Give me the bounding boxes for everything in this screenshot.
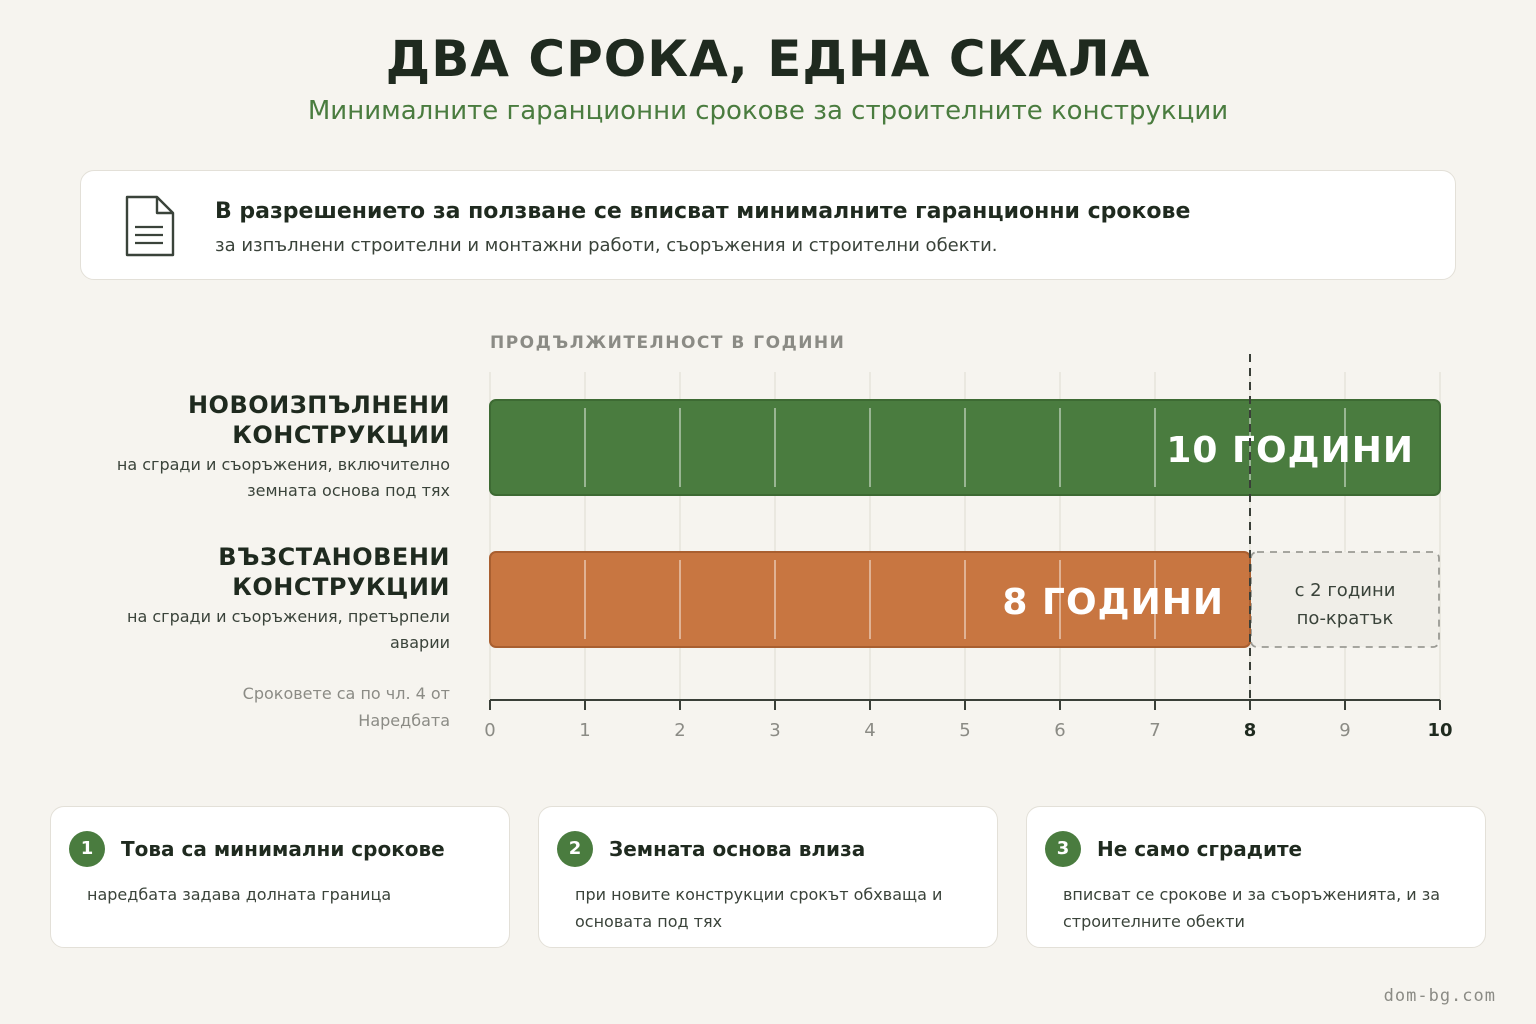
axis-caption: ПРОДЪЛЖИТЕЛНОСТ В ГОДИНИ [490,333,846,353]
x-tick-label: 6 [1054,720,1066,741]
note-text-1: наредбата задава долната граница [87,885,392,904]
note-text-3: вписват се срокове и за съоръженията, и за строителните обекти [1063,885,1441,931]
difference-label-line2: по-кратък [1296,608,1394,629]
x-tick-label: 4 [864,720,876,741]
source-note: Сроковете са по чл. 4 от Наредбата [242,684,450,730]
difference-label-line1: с 2 години [1294,580,1396,601]
note-text-2: при новите конструкции срокът обхваща и основата под тях [575,885,943,931]
note-card-3 [1026,806,1486,948]
x-tick-label: 1 [579,720,591,741]
bar-value-label-restored: 8 ГОДИНИ [1002,582,1224,623]
x-tick-label: 3 [769,720,781,741]
note-number-3: 3 [1045,831,1081,867]
x-tick-label: 8 [1243,720,1257,741]
note-number-2: 2 [557,831,593,867]
row-name-new: НОВОИЗПЪЛНЕНИ КОНСТРУКЦИИ [187,391,450,449]
note-card-2 [538,806,998,948]
page-title: ДВА СРОКА, ЕДНА СКАЛА [385,30,1151,88]
info-text: за изпълнени строителни и монтажни работи, съоръжения и строителни обекти. [215,235,998,256]
bar-value-label-new: 10 ГОДИНИ [1166,430,1414,471]
x-tick-label: 7 [1149,720,1161,741]
note-number-1: 1 [69,831,105,867]
x-tick-label: 0 [484,720,496,741]
row-name-restored: ВЪЗСТАНОВЕНИ КОНСТРУКЦИИ [218,543,450,601]
row-desc-new: на сгради и съоръжения, включително земната основа под тях [116,455,450,500]
note-title-3: Не само сградите [1097,837,1303,861]
row-desc-restored: на сгради и съоръжения, претърпели аварии [127,607,450,652]
note-card-1 [50,806,510,948]
x-tick-label: 5 [959,720,971,741]
x-tick-label: 10 [1427,720,1453,741]
site-credit: dom-bg.com [1383,986,1496,1006]
note-title-2: Земната основа влиза [609,837,866,861]
x-tick-label: 2 [674,720,686,741]
info-title: В разрешението за ползване се вписват минималните гаранционни срокове [215,199,1191,224]
note-title-1: Това са минимални срокове [121,837,445,861]
x-tick-label: 9 [1339,720,1351,741]
page-subtitle: Минималните гаранционни срокове за строителните конструкции [307,96,1229,126]
